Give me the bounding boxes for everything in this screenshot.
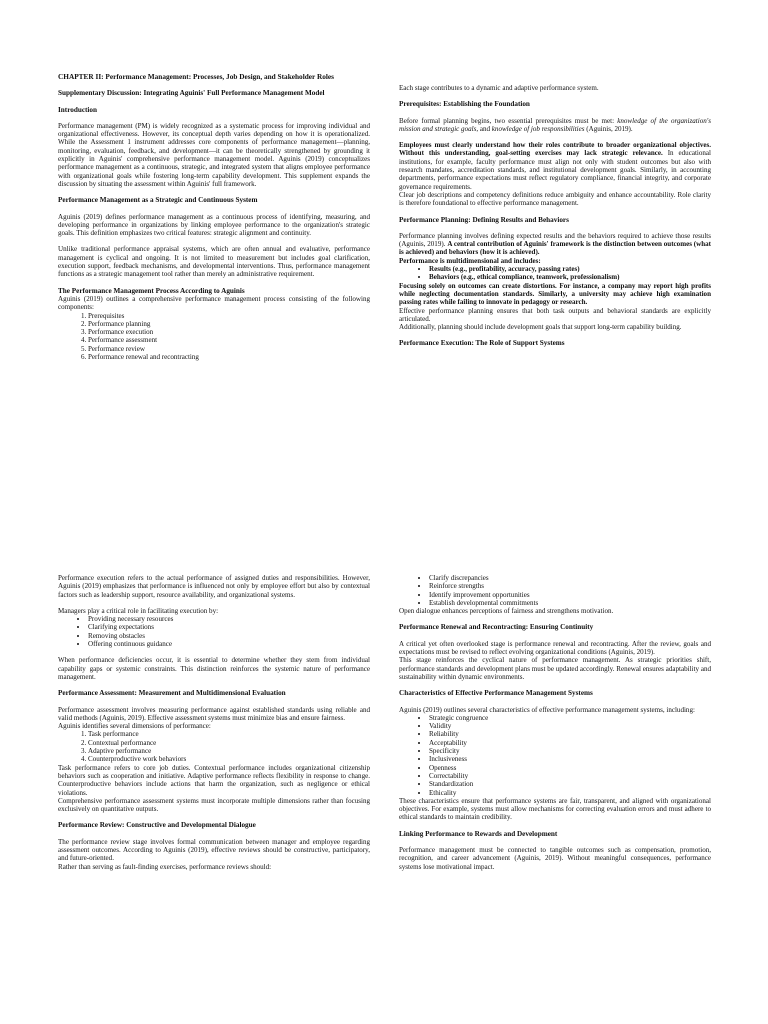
text-run: Before formal planning begins, two essential prerequisites must be met:: [399, 116, 618, 125]
text-run: In educational institutions, for example, faculty performance must align not only with student outcomes but also with research mandates, accreditation standards, and institutional development goals. Similarly, in accounting departments, performance expectations must reflect regulatory compliance, financial integrity, and corporate governance requirements.: [399, 149, 711, 191]
rewards-paragraph-1: Performance management must be connected to tangible outcomes such as compensation, promotion, recognition, and career advancement (Aguinis, 2019). Without meaningful consequences, performance systems lose motivational impact.: [399, 846, 711, 871]
list-item: • Providing necessary resources: [88, 615, 370, 623]
list-item: • Results (e.g., profitability, accuracy, passing rates): [429, 265, 711, 273]
list-item: 4. Performance assessment: [88, 336, 370, 344]
characteristics-paragraph-2: These characteristics ensure that performance systems are fair, transparent, and aligned with organizational objectives. For example, systems must allow mechanisms for correcting evaluation errors and must adhere to ethical standards to maintain credibility.: [399, 796, 711, 822]
execution-heading: Performance Execution: The Role of Support Systems: [399, 339, 565, 348]
list-item: • Clarifying expectations: [88, 623, 370, 631]
strategic-paragraph-1: Aguinis (2019) defines performance management as a continuous process of identifying, measuring, and developing performance in organizations by linking employee performance to the organization's strategic goals. This definition emphasizes two critical features: strategic alignment and continuity.: [58, 212, 370, 238]
planning-paragraph-4: Effective performance planning ensures that both task outputs and behavioral standards are explicitly articulated.: [399, 306, 711, 323]
prereq-paragraph-3: Clear job descriptions and competency definitions reduce ambiguity and enhance accountability. Role clarity is therefore foundational to effective performance management.: [399, 190, 711, 208]
list-item: 6. Performance renewal and recontracting: [88, 353, 370, 361]
planning-paragraph-1: [399, 232, 711, 257]
list-item: • Standardization: [429, 780, 711, 788]
planning-heading: Performance Planning: Defining Results and Behaviors: [399, 215, 569, 224]
strategic-paragraph-2: Unlike traditional performance appraisal systems, which are often annual and evaluative, performance management is cyclical and ongoing. It is not limited to measurement but includes goal clarification, execution support, feedback mechanisms, and developmental interventions. Thus, performance management functions as a strategic management tool rather than merely an administrative requirement.: [58, 245, 370, 279]
page1-left-column: [58, 73, 370, 369]
list-item: • Strategic congruence: [429, 714, 711, 722]
planning-list: [399, 265, 711, 282]
review-list: [399, 574, 711, 607]
renewal-paragraph-1: A critical yet often overlooked stage is performance renewal and recontracting. After the review, goals and expectations must be revised to reflect evolving organizational conditions (Aguinis, 2019).: [399, 639, 711, 657]
prereq-heading: Prerequisites: Establishing the Foundation: [399, 100, 530, 109]
list-item: • Ethicality: [429, 789, 711, 797]
list-item: 3. Adaptive performance: [88, 747, 370, 755]
list-item: • Removing obstacles: [88, 632, 370, 640]
list-item: • Specificity: [429, 747, 711, 755]
subtitle: Supplementary Discussion: Integrating Aguinis' Full Performance Management Model: [58, 89, 325, 98]
page2-right-column: [399, 574, 711, 879]
characteristics-list: [399, 714, 711, 797]
list-item: • Inclusiveness: [429, 755, 711, 763]
bold-run: Employees must clearly understand how their roles contribute to broader organizational objectives. Without this understanding, goal-setting exercises may lack strategic relevance.: [399, 141, 711, 158]
text-run: Performance planning involves defining expected results and the behaviors required to achieve those results (Aguinis, 2019).: [399, 231, 711, 249]
stage-paragraph: Each stage contributes to a dynamic and adaptive performance system.: [399, 84, 599, 92]
assessment-intro: Aguinis identifies several dimensions of performance:: [58, 722, 211, 731]
execution-paragraph-2: When performance deficiencies occur, it is essential to determine whether they stem from individual capability gaps or systemic constraints. This distinction reinforces the systemic nature of performance management.: [58, 656, 370, 681]
review-paragraph-3: Open dialogue enhances perceptions of fairness and strengthens motivation.: [399, 607, 614, 616]
list-item: • Openness: [429, 764, 711, 772]
italic-run: knowledge of job responsibilities: [491, 124, 585, 133]
list-item: 3. Performance execution: [88, 328, 370, 336]
prereq-paragraph-1: [399, 117, 711, 134]
document-page-2: [0, 512, 768, 1024]
process-heading: The Performance Management Process According to Aguinis: [58, 286, 245, 295]
list-item: • Behaviors (e.g., ethical compliance, teamwork, professionalism): [429, 273, 711, 281]
list-item: • Reliability: [429, 730, 711, 738]
planning-paragraph-5: Additionally, planning should include development goals that support long-term capability building.: [399, 323, 682, 332]
list-item: 1. Task performance: [88, 730, 370, 738]
intro-heading: Introduction: [58, 105, 98, 114]
assessment-list: [58, 730, 370, 763]
intro-paragraph: Performance management (PM) is widely recognized as a systematic process for improving individual and organizational effectiveness. However, its conceptual depth varies depending on how it is operationalized. While the Assessment 1 instrument addresses core components of performance management—planning, monitoring, evaluation, feedback, and development—it can be theoretically strengthened by grounding it explicitly in Aguinis' comprehensive performance management model. Aguinis (2019) conceptualizes performance management as a continuous, strategic, and integrated system that aligns employee performance with organizational goals while fostering long-term capability development. This supplement expands the discussion by situating the assessment within Aguinis' full framework.: [58, 121, 370, 188]
rewards-heading: Linking Performance to Rewards and Development: [399, 829, 558, 838]
strategic-heading: Performance Management as a Strategic and Continuous System: [58, 196, 258, 205]
review-paragraph-1: The performance review stage involves formal communication between manager and employee regarding assessment outcomes. According to Aguinis (2019), effective reviews should be constructive, participatory, and future-oriented.: [58, 837, 370, 863]
text-run: , and: [476, 124, 492, 133]
list-item: • Clarify discrepancies: [429, 574, 711, 582]
list-item: • Offering continuous guidance: [88, 640, 370, 648]
renewal-paragraph-2: This stage reinforces the cyclical nature of performance management. As strategic priorities shift, performance standards and development plans must be updated accordingly. Renewal ensures adaptability and sustainability within dynamic environments.: [399, 656, 711, 681]
managers-intro: Managers play a critical role in facilitating execution by:: [58, 606, 219, 615]
italic-run: knowledge of the organization's mission and strategic goals: [399, 116, 711, 133]
list-item: • Acceptability: [429, 739, 711, 747]
managers-list: [58, 615, 370, 648]
list-item: • Correctability: [429, 772, 711, 780]
assessment-paragraph-1: Performance assessment involves measuring performance against established standards using reliable and valid methods (Aguinis, 2019). Effective assessment systems must minimize bias and ensure fairness.: [58, 705, 370, 722]
review-heading: Performance Review: Constructive and Developmental Dialogue: [58, 821, 256, 830]
chapter-title: CHAPTER II: Performance Management: Processes, Job Design, and Stakeholder Roles: [58, 72, 334, 81]
assessment-paragraph-3: Comprehensive performance assessment systems must incorporate multiple dimensions rather than focusing exclusively on quantitative outputs.: [58, 796, 370, 814]
execution-paragraph-1: Performance execution refers to the actual performance of assigned duties and responsibilities. However, Aguinis (2019) emphasizes that performance is influenced not only by employee effort but also by contextual factors such as leadership support, resource availability, and organizational systems.: [58, 574, 370, 599]
list-item: • Identify improvement opportunities: [429, 591, 711, 599]
list-item: 2. Contextual performance: [88, 739, 370, 747]
prereq-paragraph-2: [399, 141, 711, 191]
planning-paragraph-3: Focusing solely on outcomes can create distortions. For instance, a company may report high profits while neglecting documentation standards. Similarly, a university may achieve high examination passing rates while failing to innovate in pedagogy or research.: [399, 281, 711, 307]
list-item: • Reinforce strengths: [429, 582, 711, 590]
review-paragraph-2: Rather than serving as fault-finding exercises, performance reviews should:: [58, 862, 272, 871]
list-item: 4. Counterproductive work behaviors: [88, 755, 370, 763]
list-item: • Establish developmental commitments: [429, 599, 711, 607]
renewal-heading: Performance Renewal and Recontracting: Ensuring Continuity: [399, 623, 594, 632]
bold-run: A central contribution of Aguinis' framework is the distinction between outcomes (what is achieved) and behaviors (how it is achieved).: [399, 240, 712, 257]
page1-right-column: [399, 84, 711, 356]
list-item: 1. Prerequisites: [88, 312, 370, 320]
planning-paragraph-2: Performance is multidimensional and includes:: [399, 256, 541, 265]
list-item: 2. Performance planning: [88, 320, 370, 328]
text-run: (Aguinis, 2019).: [584, 124, 633, 133]
assessment-heading: Performance Assessment: Measurement and Multidimensional Evaluation: [58, 689, 286, 698]
characteristics-heading: Characteristics of Effective Performance Management Systems: [399, 689, 593, 698]
assessment-paragraph-2: Task performance refers to core job duties. Contextual performance includes organizational citizenship behaviors such as cooperation and initiative. Adaptive performance reflects flexibility in response to change. Counterproductive behaviors include actions that harm the organization, such as negligence or ethical violations.: [58, 763, 370, 797]
characteristics-intro: Aguinis (2019) outlines several characteristics of effective performance management systems, including:: [399, 705, 695, 714]
list-item: • Validity: [429, 722, 711, 730]
process-intro: Aguinis (2019) outlines a comprehensive performance management process consisting of the following components:: [58, 294, 370, 312]
process-list: [58, 312, 370, 362]
page2-left-column: [58, 574, 370, 871]
list-item: 5. Performance review: [88, 345, 370, 353]
